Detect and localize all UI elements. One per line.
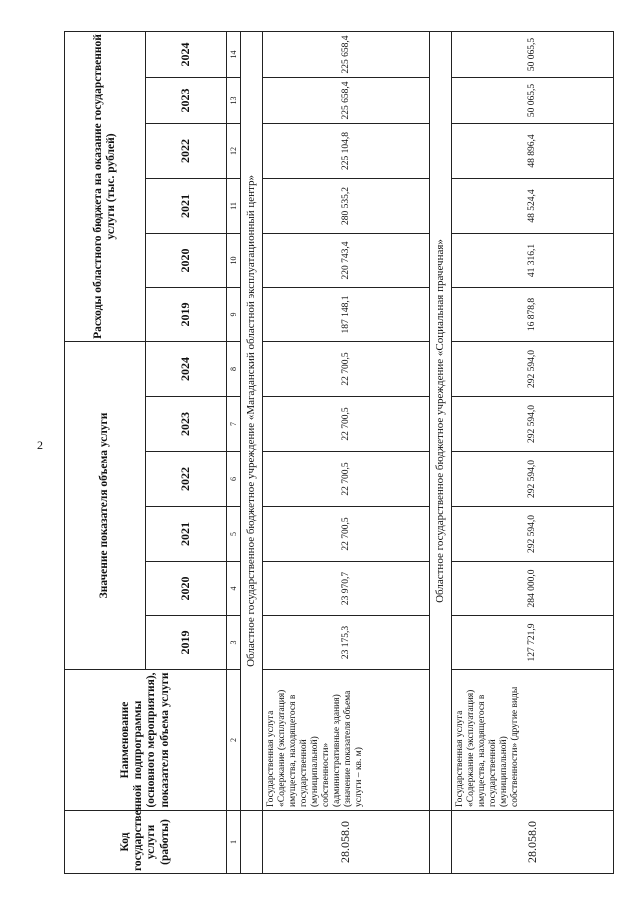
- budget-year: 2023: [145, 77, 226, 123]
- volume-year: 2023: [145, 397, 226, 452]
- section-title: Областное государственное бюджетное учреждение «Социальная прачечная»: [429, 31, 452, 810]
- volume-year: 2022: [145, 452, 226, 507]
- column-number: 9: [226, 287, 240, 341]
- budget-year: 2019: [145, 287, 226, 341]
- volume-value: 292 594,0: [452, 341, 614, 396]
- volume-value: 292 594,0: [452, 507, 614, 562]
- budget-table: [64, 31, 614, 874]
- volume-value: 22 700,5: [263, 397, 429, 452]
- budget-value: 48 896,4: [452, 123, 614, 178]
- header-volume-group: Значение показателя объема услуги: [65, 341, 146, 669]
- volume-year: 2024: [145, 341, 226, 396]
- volume-value: 284 000,0: [452, 562, 614, 616]
- budget-year: 2021: [145, 178, 226, 233]
- budget-year: 2022: [145, 123, 226, 178]
- section-title: Областное государственное бюджетное учреждение «Магаданский областной эксплуатационный центр»: [240, 31, 263, 810]
- column-number: 2: [226, 670, 240, 811]
- volume-value: 292 594,0: [452, 452, 614, 507]
- budget-value: 41 316,1: [452, 233, 614, 287]
- section-spacer: [240, 811, 263, 874]
- volume-value: 22 700,5: [263, 452, 429, 507]
- column-number: 6: [226, 452, 240, 507]
- table-container: [64, 32, 614, 874]
- budget-value: 50 065,5: [452, 77, 614, 123]
- budget-value: 225 658,4: [263, 77, 429, 123]
- header-code: Код государственной услуги (работы): [65, 811, 227, 874]
- column-number: 8: [226, 341, 240, 396]
- column-number: 13: [226, 77, 240, 123]
- column-number: 4: [226, 562, 240, 616]
- budget-year: 2020: [145, 233, 226, 287]
- budget-value: 225 658,4: [263, 31, 429, 77]
- budget-value: 16 878,8: [452, 287, 614, 341]
- volume-year: 2021: [145, 507, 226, 562]
- column-number: 7: [226, 397, 240, 452]
- column-number: 12: [226, 123, 240, 178]
- volume-year: 2020: [145, 562, 226, 616]
- column-number: 1: [226, 811, 240, 874]
- column-number: 14: [226, 31, 240, 77]
- header-budget-group: Расходы областного бюджета на оказание государственной услуги (тыс. рублей): [65, 31, 146, 341]
- volume-value: 23 970,7: [263, 562, 429, 616]
- budget-value: 225 104,8: [263, 123, 429, 178]
- service-description: Государственная услуга «Содержание (эксплуатация) имущества, находящегося в государственной (муниципальной) собственности» (административные здания) (значение показателя объема услуги – кв. м): [263, 670, 429, 811]
- header-name: Наименование подпрограммы (основного мероприятия), показателя объема услуги: [65, 670, 227, 811]
- column-number: 5: [226, 507, 240, 562]
- volume-value: 22 700,5: [263, 341, 429, 396]
- budget-value: 280 535,2: [263, 178, 429, 233]
- budget-value: 48 524,4: [452, 178, 614, 233]
- volume-value: 23 175,3: [263, 616, 429, 670]
- column-number: 3: [226, 616, 240, 670]
- service-code: 28.058.0: [263, 811, 429, 874]
- page-number: 2: [37, 438, 43, 452]
- budget-year: 2024: [145, 31, 226, 77]
- column-number: 11: [226, 178, 240, 233]
- volume-year: 2019: [145, 616, 226, 670]
- volume-value: 292 594,0: [452, 397, 614, 452]
- service-code: 28.058.0: [452, 811, 614, 874]
- budget-value: 50 065,5: [452, 31, 614, 77]
- budget-value: 220 743,4: [263, 233, 429, 287]
- service-description: Государственная услуга «Содержание (эксплуатация) имущества, находящегося в государственной (муниципальной) собственности» (другие виды: [452, 670, 614, 811]
- budget-value: 187 148,1: [263, 287, 429, 341]
- volume-value: 127 721,9: [452, 616, 614, 670]
- column-number: 10: [226, 233, 240, 287]
- section-spacer: [429, 811, 452, 874]
- volume-value: 22 700,5: [263, 507, 429, 562]
